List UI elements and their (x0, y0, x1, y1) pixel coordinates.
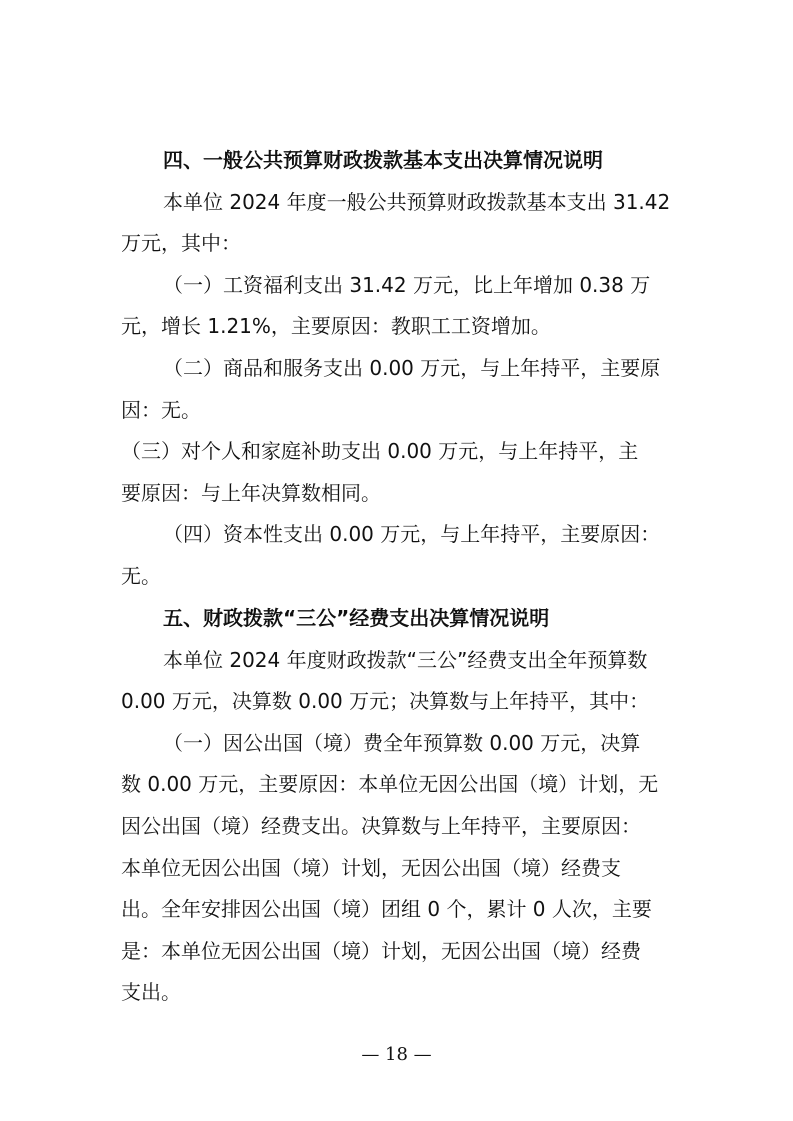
paragraph-line: （一）因公出国（境）费全年预算数 0.00 万元，决算 (163, 731, 641, 755)
paragraph-line: 要原因：与上年决算数相同。 (121, 481, 381, 505)
section-4-heading: 四、一般公共预算财政拨款基本支出决算情况说明 (163, 148, 603, 172)
paragraph-line: （一）工资福利支出 31.42 万元，比上年增加 0.38 万 (163, 273, 651, 297)
section-5-heading: 五、财政拨款“三公”经费支出决算情况说明 (163, 606, 550, 630)
paragraph-line: 本单位 2024 年度一般公共预算财政拨款基本支出 31.42 (163, 190, 671, 214)
paragraph-line: 0.00 万元，决算数 0.00 万元；决算数与上年持平，其中： (121, 689, 650, 713)
paragraph-line: （二）商品和服务支出 0.00 万元，与上年持平，主要原 (163, 356, 661, 380)
paragraph-line: 无。 (121, 564, 161, 588)
paragraph-line: 支出。 (121, 980, 181, 1004)
paragraph-line: 元，增长 1.21%，主要原因：教职工工资增加。 (121, 314, 551, 338)
paragraph-line: 本单位 2024 年度财政拨款“三公”经费支出全年预算数 (163, 648, 648, 672)
paragraph-line: 万元，其中： (121, 231, 241, 255)
paragraph-line: 因公出国（境）经费支出。决算数与上年持平，主要原因： (121, 814, 641, 838)
page-number: — 18 — (361, 1044, 432, 1065)
paragraph-line: 是：本单位无因公出国（境）计划，无因公出国（境）经费 (121, 939, 641, 963)
paragraph-line: 本单位无因公出国（境）计划，无因公出国（境）经费支 (121, 856, 621, 880)
paragraph-line: （四）资本性支出 0.00 万元，与上年持平，主要原因： (163, 522, 661, 546)
paragraph-line: 因：无。 (121, 398, 201, 422)
paragraph-line: （三）对个人和家庭补助支出 0.00 万元，与上年持平，主 (121, 439, 639, 463)
paragraph-line: 数 0.00 万元，主要原因：本单位无因公出国（境）计划，无 (121, 772, 659, 796)
paragraph-line: 出。全年安排因公出国（境）团组 0 个，累计 0 人次，主要 (121, 897, 652, 921)
